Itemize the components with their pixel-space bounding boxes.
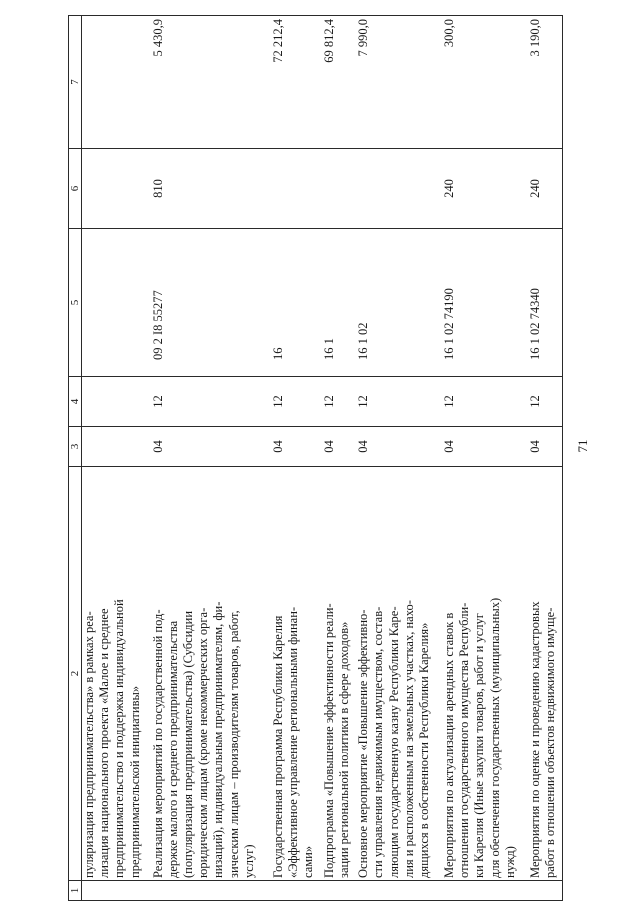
section-code: 04 bbox=[528, 427, 563, 467]
table-row bbox=[322, 16, 356, 901]
row-name: пуляризация предпринимательства» в рамках реа- лизация национального проекта «Малое и среднее предпринимательство и поддержка индивидуальной предпринимательской инициативы» bbox=[82, 467, 151, 881]
column-header: 5 bbox=[69, 229, 82, 377]
amount: 69 812,4 bbox=[322, 16, 356, 149]
expense-type-code: 810 bbox=[151, 149, 271, 229]
amount: 300,0 bbox=[442, 16, 528, 149]
subsection-code bbox=[82, 377, 151, 427]
section-code: 04 bbox=[356, 427, 442, 467]
target-article-code: 16 1 02 74190 bbox=[442, 229, 528, 377]
target-article-code: 16 1 02 74340 bbox=[528, 229, 563, 377]
column-header: 1 bbox=[69, 881, 82, 901]
cell-col1 bbox=[271, 881, 322, 901]
column-header: 2 bbox=[69, 467, 82, 881]
cell-col1 bbox=[151, 881, 271, 901]
column-header: 4 bbox=[69, 377, 82, 427]
table-body bbox=[82, 16, 563, 901]
section-code: 04 bbox=[151, 427, 271, 467]
cell-col1 bbox=[442, 881, 528, 901]
target-article-code: 09 2 I8 55277 bbox=[151, 229, 271, 377]
table-row bbox=[271, 16, 322, 901]
section-code: 04 bbox=[271, 427, 322, 467]
amount bbox=[82, 16, 151, 149]
section-code bbox=[82, 427, 151, 467]
cell-col1 bbox=[82, 881, 151, 901]
subsection-code: 12 bbox=[442, 377, 528, 427]
expense-type-code: 240 bbox=[528, 149, 563, 229]
column-header: 6 bbox=[69, 149, 82, 229]
row-name: Мероприятия по актуализации арендных ставок в отношении государственного имущества Республи- ки Карелия (Иные закупки товаров, работ и услуг для обеспечения государственных (муниципальных) нужд) bbox=[442, 467, 528, 881]
expense-type-code: 240 bbox=[442, 149, 528, 229]
row-name: Подпрограмма «Повышение эффективности реали- зации региональной политики в сфере доходов» bbox=[322, 467, 356, 881]
row-name: Реализация мероприятий по государственной под- держке малого и среднего предпринимательства (популяризация предпринимательства) (Субсидии юридическим лицам (кроме некоммерческих орга- низаций), индивидуальным предпринимателям, фи- зическим лицам – производителям товаров, работ, услуг) bbox=[151, 467, 271, 881]
table-row bbox=[442, 16, 528, 901]
table-row bbox=[82, 16, 151, 901]
section-code: 04 bbox=[442, 427, 528, 467]
table-header-row bbox=[69, 16, 82, 901]
expense-type-code bbox=[82, 149, 151, 229]
expense-type-code bbox=[271, 149, 322, 229]
expense-type-code bbox=[356, 149, 442, 229]
subsection-code: 12 bbox=[151, 377, 271, 427]
amount: 5 430,9 bbox=[151, 16, 271, 149]
budget-table bbox=[68, 15, 563, 901]
amount: 3 190,0 bbox=[528, 16, 563, 149]
subsection-code: 12 bbox=[271, 377, 322, 427]
row-name: Государственная программа Республики Карелия «Эффективное управление региональными финан- сами» bbox=[271, 467, 322, 881]
column-header: 3 bbox=[69, 427, 82, 467]
subsection-code: 12 bbox=[356, 377, 442, 427]
cell-col1 bbox=[322, 881, 356, 901]
subsection-code: 12 bbox=[528, 377, 563, 427]
target-article-code: 16 bbox=[271, 229, 322, 377]
row-name: Мероприятия по оценке и проведению кадастровых работ в отношении объектов недвижимого имуще- bbox=[528, 467, 563, 881]
target-article-code: 16 1 02 bbox=[356, 229, 442, 377]
amount: 7 990,0 bbox=[356, 16, 442, 149]
subsection-code: 12 bbox=[322, 377, 356, 427]
table-row bbox=[151, 16, 271, 901]
column-header: 7 bbox=[69, 16, 82, 149]
cell-col1 bbox=[356, 881, 442, 901]
target-article-code bbox=[82, 229, 151, 377]
row-name: Основное мероприятие «Повышение эффективно- сти управления недвижимым имуществом, состав- ляющим государственную казну Республики Каре- лия и расположенным на земельных участках, нахо- дящихся в собственности Республики Карелия» bbox=[356, 467, 442, 881]
target-article-code: 16 1 bbox=[322, 229, 356, 377]
expense-type-code bbox=[322, 149, 356, 229]
table-row bbox=[528, 16, 563, 901]
cell-col1 bbox=[528, 881, 563, 901]
amount: 72 212,4 bbox=[271, 16, 322, 149]
table-row bbox=[356, 16, 442, 901]
page-number: 71 bbox=[575, 439, 590, 453]
section-code: 04 bbox=[322, 427, 356, 467]
